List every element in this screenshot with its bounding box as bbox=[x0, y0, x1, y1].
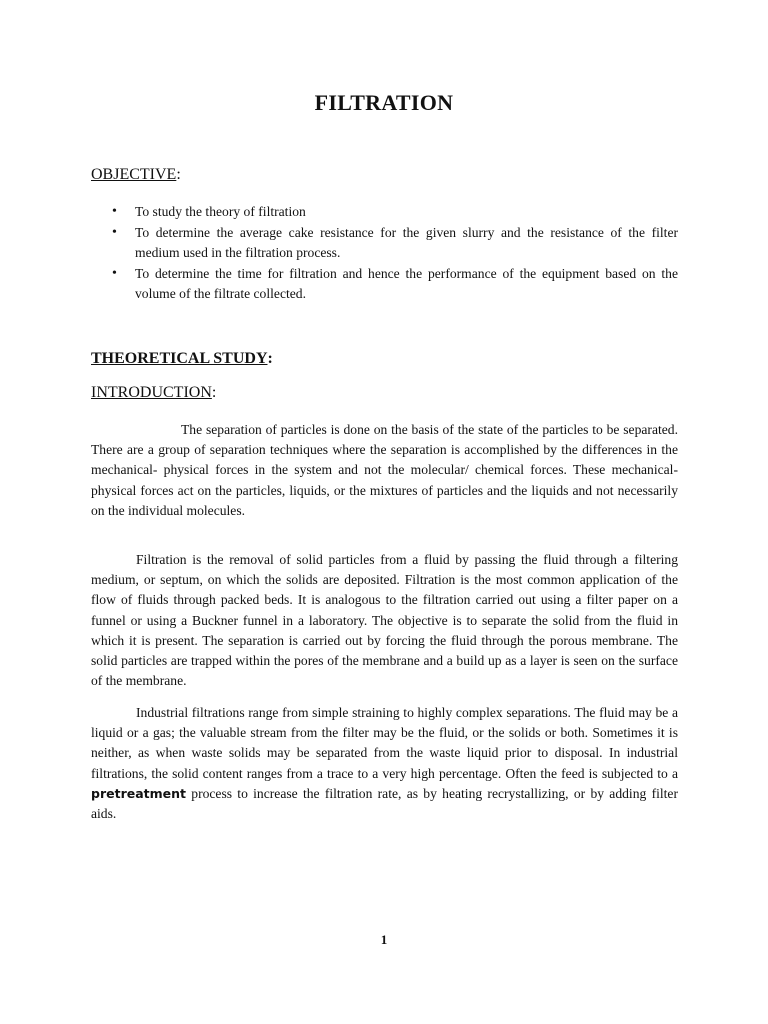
page-number: 1 bbox=[380, 932, 388, 947]
theoretical-study-heading-text: THEORETICAL STUDY bbox=[91, 350, 268, 367]
document-title: FILTRATION bbox=[314, 90, 454, 115]
introduction-heading bbox=[91, 384, 216, 402]
introduction-paragraph-3 bbox=[91, 703, 678, 824]
objective-item: • To study the theory of filtration bbox=[112, 202, 678, 223]
objective-heading-text: OBJECTIVE bbox=[91, 166, 177, 183]
introduction-paragraph-1: The separation of particles is done on the basis of the state of the particles to be separated. There are a group of separation techniques where the separation is accomplished by the differences in the mechanical- physical forces in the system and not the molecular/ chemical forces. These mechanical- physical forces act on the particles, liquids, or the mixtures of particles and the liquids and not necessarily on the individual molecules. bbox=[91, 422, 678, 518]
objective-heading-colon: : bbox=[176, 166, 181, 183]
objective-item: • To determine the time for filtration and hence the performance of the equipment based on the volume of the filtrate collected. bbox=[112, 264, 678, 305]
introduction-heading-colon: : bbox=[211, 384, 217, 401]
introduction-heading-text: INTRODUCTION bbox=[91, 384, 212, 401]
theoretical-study-heading-colon: : bbox=[267, 350, 273, 367]
paragraph-3-text-start: Industrial filtrations range from simple straining to highly complex separations. The fluid may be a liquid or a gas; the valuable stream from the filter may be the fluid, or the solids or both. Sometimes it is neither, as when waste solids may be separated from the waste liquid prior to disposal. In industrial filtrations, the solid content ranges from a trace to a very high percentage. Often the feed is subjected to a bbox=[91, 705, 678, 781]
pretreatment-emphasis: pretreatment bbox=[91, 785, 186, 801]
theoretical-study-heading bbox=[91, 350, 273, 368]
paragraph-3-text-end: process to increase the filtration rate, as by heating recrystallizing, or by adding filter aids. bbox=[91, 785, 678, 822]
objective-item: • To determine the average cake resistance for the given slurry and the resistance of the filter medium used in the filtration process. bbox=[112, 223, 678, 264]
introduction-paragraph-2: Filtration is the removal of solid particles from a fluid by passing the fluid through a filtering medium, or septum, on which the solids are deposited. Filtration is the most common application of the flow of fluids through packed beds. It is analogous to the filtration carried out using a filter paper on a funnel or using a Buckner funnel in a laboratory. The objective is to separate the solid from the fluid in which it is present. The separation is carried out by forcing the fluid through the porous membrane. The solid particles are trapped within the pores of the membrane and a build up as a layer is seen on the surface of the membrane. bbox=[91, 552, 678, 689]
objective-heading bbox=[91, 166, 181, 184]
objective-list bbox=[112, 202, 678, 305]
